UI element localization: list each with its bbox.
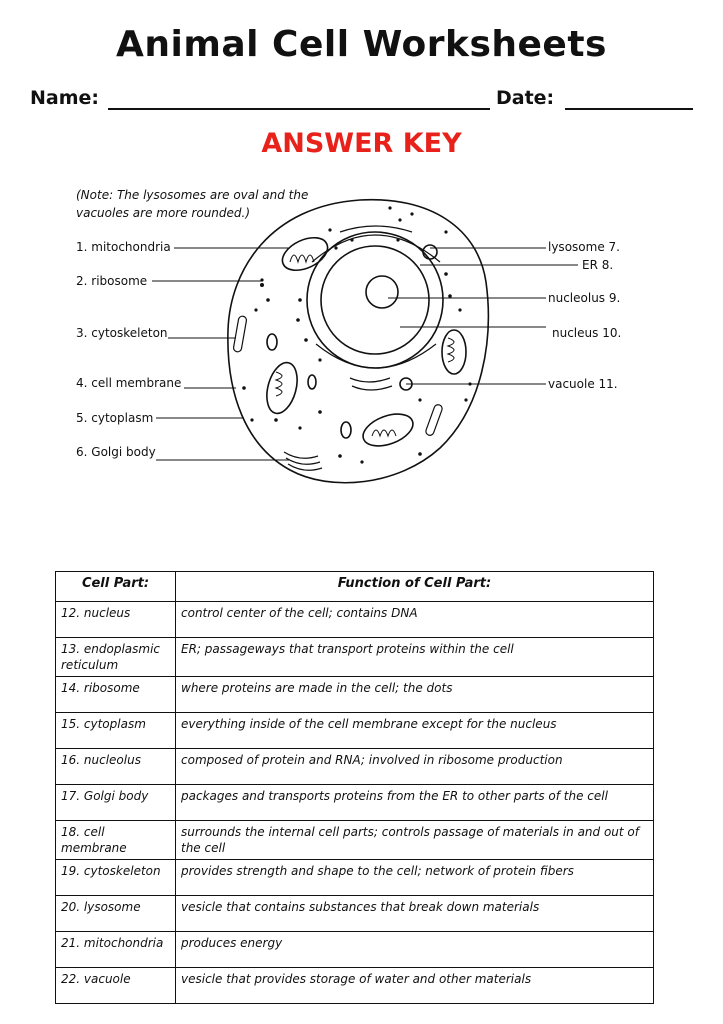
cell-function: packages and transports proteins from the ER to other parts of the cell [176, 785, 654, 821]
cell-function: vesicle that provides storage of water and other materials [176, 968, 654, 1004]
cell-part: 18. cell membrane [56, 821, 176, 860]
label-nucleolus: nucleolus 9. [548, 291, 621, 305]
cell-function: control center of the cell; contains DNA [176, 602, 654, 638]
nucleolus [366, 276, 398, 308]
cell-part: 13. endoplasmic reticulum [56, 638, 176, 677]
mitochondrion-4 [442, 330, 466, 374]
label-er: ER 8. [582, 258, 614, 272]
header-function: Function of Cell Part: [176, 572, 654, 602]
date-label: Date: [496, 87, 555, 109]
cell-part: 14. ribosome [56, 677, 176, 713]
worksheet-title: Animal Cell Worksheets [116, 24, 607, 65]
answer-key-heading: ANSWER KEY [261, 128, 462, 159]
table-row [56, 860, 654, 896]
cell-function: vesicle that contains substances that break down materials [176, 896, 654, 932]
label-nucleus: nucleus 10. [552, 326, 622, 340]
cell-part: 19. cytoskeleton [56, 860, 176, 896]
table-row [56, 932, 654, 968]
lysosome [423, 245, 437, 259]
cell-part: 21. mitochondria [56, 932, 176, 968]
table-row [56, 821, 654, 860]
cell-function: where proteins are made in the cell; the dots [176, 677, 654, 713]
table-header-row [56, 572, 654, 602]
table-row [56, 896, 654, 932]
cell-function: composed of protein and RNA; involved in ribosome production [176, 749, 654, 785]
header-cell-part: Cell Part: [56, 572, 176, 602]
label-golgi-body: 6. Golgi body [76, 445, 156, 459]
cell-function: provides strength and shape to the cell; network of protein fibers [176, 860, 654, 896]
ribosome-dots [242, 206, 471, 463]
table-row [56, 713, 654, 749]
table-row [56, 677, 654, 713]
table-row [56, 602, 654, 638]
cell-function: surrounds the internal cell parts; controls passage of materials in and out of the cell [176, 821, 654, 860]
label-vacuole: vacuole 11. [548, 377, 618, 391]
cell-part: 20. lysosome [56, 896, 176, 932]
leader-lines [152, 248, 578, 460]
note-line-1: (Note: The lysosomes are oval and the [76, 188, 309, 202]
cell-part: 17. Golgi body [56, 785, 176, 821]
cell-part: 16. nucleolus [56, 749, 176, 785]
table-row [56, 749, 654, 785]
table-row [56, 638, 654, 677]
cell-function: everything inside of the cell membrane except for the nucleus [176, 713, 654, 749]
mitochondrion-2 [262, 359, 303, 416]
cell-function: ER; passageways that transport proteins within the cell [176, 638, 654, 677]
label-lysosome: lysosome 7. [548, 240, 620, 254]
nucleus-inner [321, 246, 429, 354]
label-ribosome: 2. ribosome [76, 274, 148, 288]
cell-part: 15. cytoplasm [56, 713, 176, 749]
cell-function: produces energy [176, 932, 654, 968]
table-row [56, 785, 654, 821]
label-mitochondria: 1. mitochondria [76, 240, 171, 254]
cell-function-table [55, 571, 654, 1004]
note-line-2: vacuoles are more rounded.) [76, 206, 251, 220]
cell-part: 22. vacuole [56, 968, 176, 1004]
label-cell-membrane: 4. cell membrane [76, 376, 182, 390]
cell-part: 12. nucleus [56, 602, 176, 638]
mitochondrion-3 [359, 408, 417, 452]
label-cytoplasm: 5. cytoplasm [76, 411, 154, 425]
label-cytoskeleton: 3. cytoskeleton [76, 326, 168, 340]
name-label: Name: [30, 87, 100, 109]
golgi-body [284, 378, 392, 470]
table-row [56, 968, 654, 1004]
